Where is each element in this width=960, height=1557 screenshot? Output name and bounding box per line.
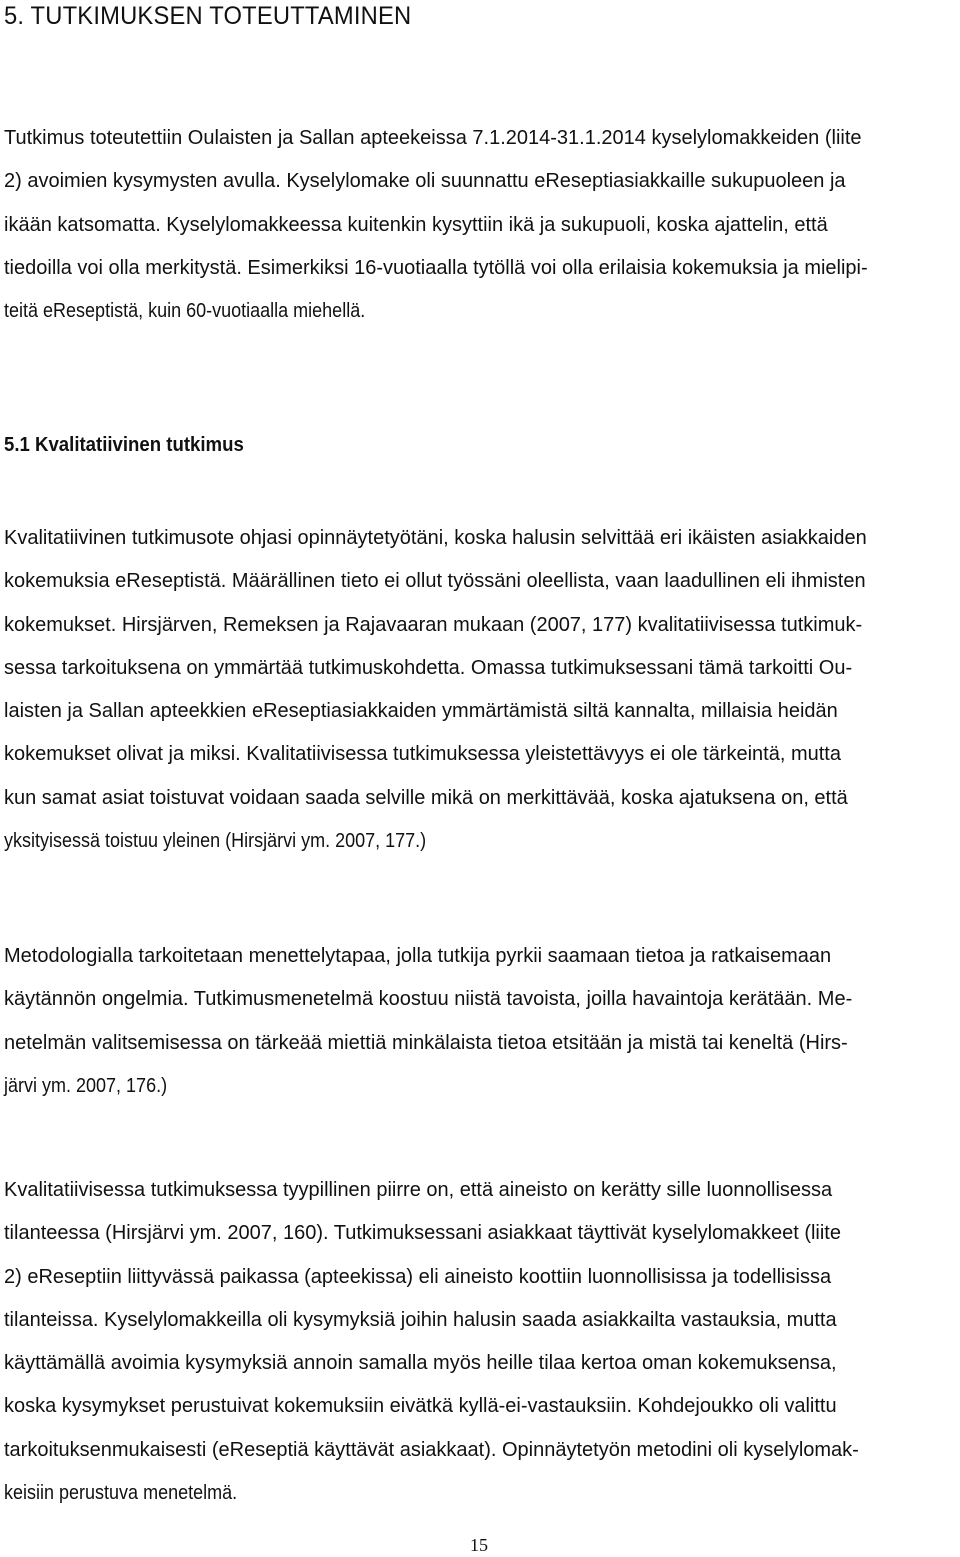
text-line: sessa tarkoituksena on ymmärtää tutkimuskohdetta. Omassa tutkimuksessani tämä tarkoitti Ou- [4,656,853,679]
text-line: 2) eReseptiin liittyvässä paikassa (apteekissa) eli aineisto koottiin luonnollisissa ja todellisissa [4,1265,832,1288]
text-line: Kvalitatiivisessa tutkimuksessa tyypillinen piirre on, että aineisto on kerätty sille luonnollisessa [4,1179,833,1201]
text-line: tilanteissa. Kyselylomakkeilla oli kysymyksiä joihin halusin saada asiakkailta vastauksia, mutta [4,1308,837,1331]
text-line: Tutkimus toteutettiin Oulaisten ja Sallan apteekeissa 7.1.2014-31.1.2014 kyselylomakkeiden (liite [4,127,862,149]
text-line: 2) avoimien kysymysten avulla. Kyselylomake oli suunnattu eReseptiasiakkaille sukupuoleen ja [4,170,846,193]
paragraph-2 [4,517,954,863]
text-line: Kvalitatiivinen tutkimusote ohjasi opinnäytetyötäni, koska halusin selvittää eri ikäisten asiakkaiden [4,527,867,549]
text-line: laisten ja Sallan apteekkien eReseptiasiakkaiden ymmärtämistä siltä kannalta, millaisia heidän [4,700,838,723]
paragraph-4 [4,1169,954,1515]
text-line: kokemuksia eReseptistä. Määrällinen tieto ei ollut työssäni oleellista, vaan laadullinen eli ihmisten [4,570,866,593]
text-line: tilanteessa (Hirsjärvi ym. 2007, 160). Tutkimuksessani asiakkaat täyttivät kyselylomakkeet (liite [4,1222,841,1245]
text-line: ikään katsomatta. Kyselylomakkeessa kuitenkin kysyttiin ikä ja sukupuoli, koska ajattelin, että [4,213,828,236]
text-line: järvi ym. 2007, 176.) [4,1074,168,1097]
text-line: kokemukset olivat ja miksi. Kvalitatiivisessa tutkimuksessa yleistettävyys ei ole tärkeintä, mutta [4,743,841,766]
paragraph-1 [4,117,954,333]
text-line: yksityisessä toistuu yleinen (Hirsjärvi ym. 2007, 177.) [4,830,427,853]
text-line: käytännön ongelmia. Tutkimusmenetelmä koostuu niistä tavoista, joilla havaintoja kerätään. Me- [4,988,853,1011]
text-line: keisiin perustuva menetelmä. [4,1482,238,1505]
page-number: 15 [470,1535,488,1555]
text-line: kokemukset. Hirsjärven, Remeksen ja Rajavaaran mukaan (2007, 177) kvalitatiivisessa tutkimuk- [4,613,863,636]
text-line: Metodologialla tarkoitetaan menettelytapaa, jolla tutkija pyrkii saamaan tietoa ja ratkaisemaan [4,945,832,967]
text-line: kun samat asiat toistuvat voidaan saada selville mikä on merkittävää, koska ajatuksena on, että [4,786,848,809]
text-line: teitä eReseptistä, kuin 60-vuotiaalla miehellä. [4,300,366,323]
paragraph-3 [4,935,954,1108]
text-line: käyttämällä avoimia kysymyksiä annoin samalla myös heille tilaa kertoa oman kokemuksensa, [4,1352,837,1375]
text-line: koska kysymykset perustuivat kokemuksiin eivätkä kyllä-ei-vastauksiin. Kohdejoukko oli valittu [4,1395,837,1418]
text-line: netelmän valitsemisessa on tärkeää miettiä minkälaista tietoa etsitään ja mistä tai keneltä (Hirs- [4,1031,848,1054]
text-line: tarkoituksenmukaisesti (eReseptiä käyttävät asiakkaat). Opinnäytetyön metodini oli kyselylomak- [4,1438,859,1461]
text-line: tiedoilla voi olla merkitystä. Esimerkiksi 16-vuotiaalla tytöllä voi olla erilaisia kokemuksia ja mielipi- [4,256,868,279]
chapter-heading: 5. TUTKIMUKSEN TOTEUTTAMINEN [4,2,412,30]
section-subheading: 5.1 Kvalitatiivinen tutkimus [4,434,244,456]
